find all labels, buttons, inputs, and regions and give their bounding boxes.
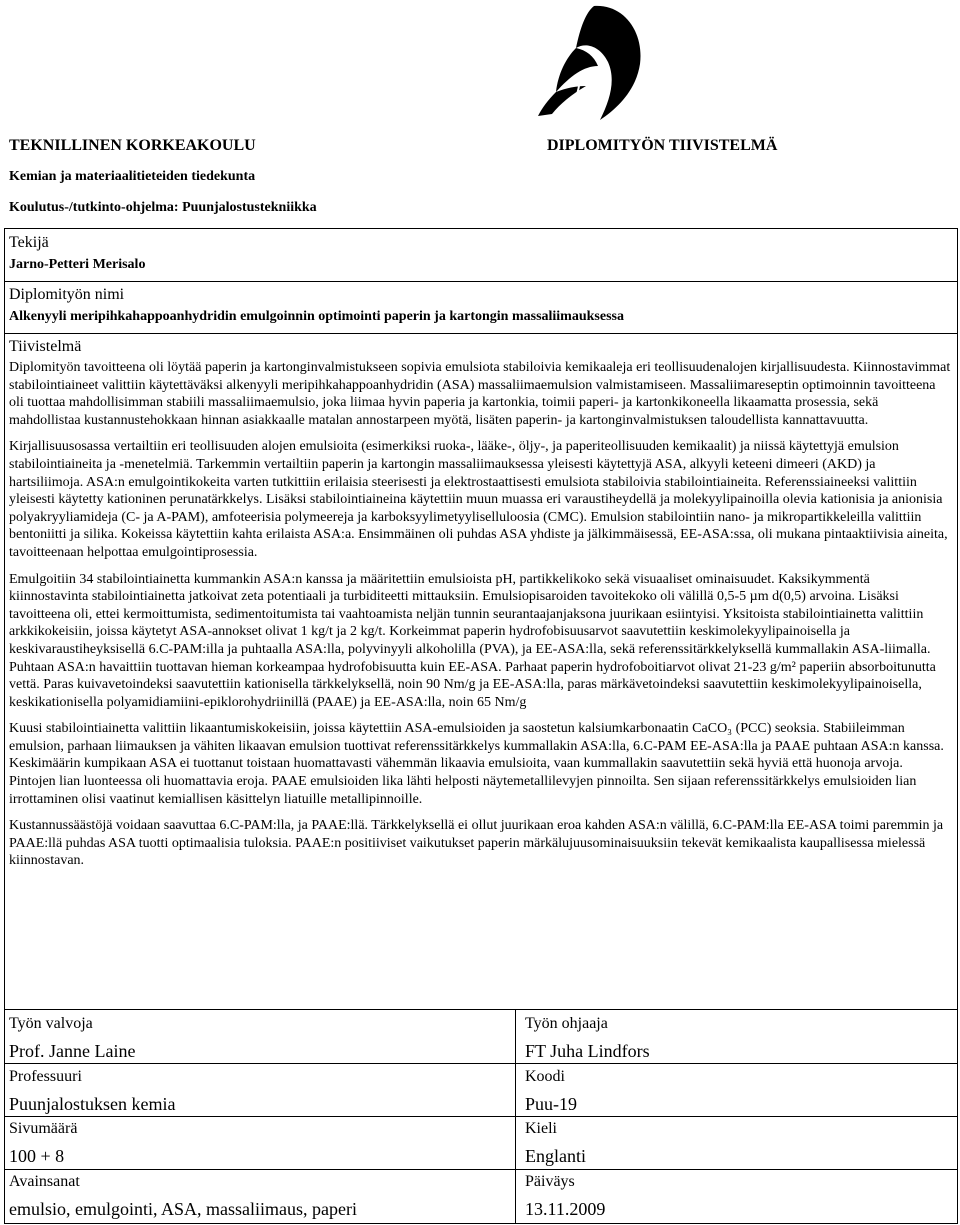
abstract-paragraph: Kuusi stabilointiainetta valittiin likaantumiskokeisiin, joissa käytettiin ASA-emulsioiden ja saostetun kalsiumkarbonaatin CaCO₃ (PCC) seoksia. Stabiileimman emulsion, parhaan liimauksen ja vähiten likaavan emulsion tuottivat referenssitärkkelys kummallakin ASA:lla, 6.C-PAM EE-ASA:lla ja PAAE puhtaan ASA:n kanssa. Keskimäärin kumpikaan ASA ei tuottanut toistaan huomattavasti vähemmän likaavia emulsioita, vaan kummallakin saavutettiin sekä hyviä että huonoja arvoja. Pintojen lian luonteessa oli huomattavia eroja. PAAE emulsioiden lika lähti helposti näytemetallilevyjen pinnoilta. Sen sijaan referenssitärkkelys emulsioiden lian irrottaminen olisi vaatinut kemiallisen käsittelyn liatuille metallipinnoille. <box>9 721 944 807</box>
date-value: 13.11.2009 <box>525 1199 606 1219</box>
divider <box>5 1009 957 1010</box>
author-name: Jarno-Petteri Merisalo <box>9 257 146 272</box>
university-name: TEKNILLINEN KORKEAKOULU <box>9 137 256 154</box>
supervisor-label: Työn valvoja <box>9 1015 93 1032</box>
instructor-cell <box>525 1014 650 1062</box>
abstract-paragraph: Kustannussäästöjä voidaan saavuttaa 6.C-PAM:lla, ja PAAE:llä. Tärkkelyksellä ei ollut juurikaan eroa kahden ASA:n välillä, 6.C-PAM:lla EE-ASA toimi paremmin ja PAAE:llä puhdas ASA tuotti optimaalisia tuloksia. PAAE:n positiiviset vaikutukset paperin märkälujuusominaisuuksiin tekevät kemikaalista kaupallisessa mielessä kiinnostavan. <box>9 818 944 869</box>
professorship-label: Professuuri <box>9 1068 82 1085</box>
thesis-title-section <box>9 285 949 326</box>
keywords-value: emulsio, emulgointi, ASA, massaliimaus, paperi <box>9 1199 357 1219</box>
thesis-title-label: Diplomityön nimi <box>9 286 125 303</box>
thesis-title: Alkenyyli meripihkahappoanhydridin emulgoinnin optimointi paperin ja kartongin massaliimauksessa <box>9 309 624 324</box>
divider <box>5 333 957 334</box>
professorship-cell <box>9 1067 175 1115</box>
date-label: Päiväys <box>525 1173 575 1190</box>
divider <box>5 281 957 282</box>
author-section <box>9 233 949 274</box>
code-cell <box>525 1067 577 1115</box>
divider <box>5 1169 957 1170</box>
date-cell <box>525 1172 605 1220</box>
language-label: Kieli <box>525 1120 557 1137</box>
abstract-form <box>4 228 958 1224</box>
abstract-label-row <box>9 337 949 356</box>
degree-programme: Koulutus-/tutkinto-ohjelma: Puunjalostustekniikka <box>9 200 317 215</box>
code-label: Koodi <box>525 1068 565 1085</box>
abstract-body <box>9 359 951 879</box>
pages-cell <box>9 1119 77 1167</box>
language-value: Englanti <box>525 1146 586 1166</box>
abstract-paragraph: Diplomityön tavoitteena oli löytää paperin ja kartonginvalmistukseen sopivia emulsiota stabiloivia kemikaaleja eri teollisuudenalojen kirjallisuudesta. Kiinnostavimmat stabilointiaineet valittiin käytettäväksi alkenyyli meripihkahappoanhydridin (ASA) massaliimaemulsion valmistamiseen. Massaliimareseptin optimoinnin tavoitteena oli tuottaa mahdollisimman stabiili massaliimaemulsio, joka liimaa hyvin paperia ja kartonkia, toimii paperi- ja kartonkikoneella likaamatta prosessia, sekä mahdollistaa kustannustehokkaan hinnan asiakkaalle matalan annostarpeen myötä, lisäten paperin- ja kartonginvalmistuksen taloudellista kannattavuutta. <box>9 360 951 428</box>
supervisor-cell <box>9 1014 135 1062</box>
pages-label: Sivumäärä <box>9 1120 78 1137</box>
divider <box>5 1063 957 1064</box>
instructor-value: FT Juha Lindfors <box>525 1041 650 1061</box>
abstract-paragraph: Emulgoitiin 34 stabilointiainetta kummankin ASA:n kanssa ja määritettiin emulsioista pH, partikkelikoko sekä visuaaliset ominaisuudet. Kaksikymmentä kiinnostavinta stabilointiainetta jatkoivat zeta potentiaali ja turbiditeetti mittauksiin. Emulsiopisaroiden tavoitekoko oli välillä 0,5-5 µm d(0,5) arvoina. Lisäksi tavoitteena oli, ettei kermoittumista, sedimentoitumista tai vaahtoamista neljän tunnin seurantaajanjaksona juurikaan esiintyisi. Yksitoista stabilointiainetta valittiin arkkikokeisiin, joissa käytetyt ASA-annokset olivat 1 kg/t ja 2 kg/t. Korkeimmat paperin hydrofobisuusarvot saavutettiin keskimolekyylipainoisella ja keskivaraustiheyksisellä 6.C-PAM:illa ja puhtaalla ASA:lla, polyvinyyli alkoholilla (PVA), ja EE-ASA:lla, sekä referenssitärkkelyksellä kummallakin ASA-liimalla. Puhtaan ASA:n havaittiin tuottavan hieman korkeampaa hydrofobisuutta kuin EE-ASA. Parhaat paperin hydrofoboitiarvot olivat 21-23 g/m² paperiin absorboitunutta vettä. Paras kuivavetoindeksi saavutettiin kationisella tärkkelyksellä, noin 90 Nm/g ja EE-ASA:lla, paras märkävetoindeksi saavutettiin keskimolekyylipainoisella, keskikationisella polyamidiamiini-epiklorohydriinillä (PAAE) ja EE-ASA:lla, noin 65 Nm/g <box>9 571 936 710</box>
code-value: Puu-19 <box>525 1094 578 1114</box>
pages-value: 100 + 8 <box>9 1146 65 1166</box>
divider <box>5 1116 957 1117</box>
supervisor-value: Prof. Janne Laine <box>9 1041 136 1061</box>
university-logo <box>536 4 644 122</box>
department-name: Kemian ja materiaalitieteiden tiedekunta <box>9 169 256 184</box>
professorship-value: Puunjalostuksen kemia <box>9 1094 176 1114</box>
abstract-label: Tiivistelmä <box>9 338 82 355</box>
language-cell <box>525 1119 586 1167</box>
instructor-label: Työn ohjaaja <box>525 1015 608 1032</box>
keywords-label: Avainsanat <box>9 1173 80 1190</box>
keywords-cell <box>9 1172 357 1220</box>
abstract-paragraph: Kirjallisuusosassa vertailtiin eri teollisuuden alojen emulsioita (esimerkiksi ruoka-, lääke-, öljy-, ja paperiteollisuuden kemikaalit) ja niissä käytettyjä emulsion stabilointiaineita ja -menetelmiä. Tarkemmin vertailtiin paperin ja kartongin massaliimauksessa yleisesti käytettyjä ASA, alkyyli keteeni dimeeri (AKD) ja hartsiliimoja. ASA:n emulgointikokeita varten tutkittiin erilaisia steerisesti ja elektrostaattisesti emulsiota stabiloivia stabilointiaineita. Referenssiaineeksi valittiin yleisesti käytetty kationinen perunatärkkelys. Lisäksi stabilointiaineina käytettiin muun muassa eri varaustiheydellä ja molekyylipainoilla olevia kationisia ja anionisia polyakryyliamideja (C- ja A-PAM), amfoteerisia polymeereja ja karboksyylimetyyliselluloosia (CMC). Emulsion stabilointiin nano- ja mikropartikkeleilla valittiin bentoniitti ja silika. Kokeissa käytettiin kahta erilaista ASA:a. Ensimmäinen oli puhdas ASA yhdiste ja jälkimmäisessä, EE-ASA:ssa, oli mukana pintaaktiivisia aineita, tavoitteenaan helpottaa emulgointiprosessia. <box>9 439 948 560</box>
author-label: Tekijä <box>9 234 49 251</box>
document-title: DIPLOMITYÖN TIIVISTELMÄ <box>547 137 778 154</box>
